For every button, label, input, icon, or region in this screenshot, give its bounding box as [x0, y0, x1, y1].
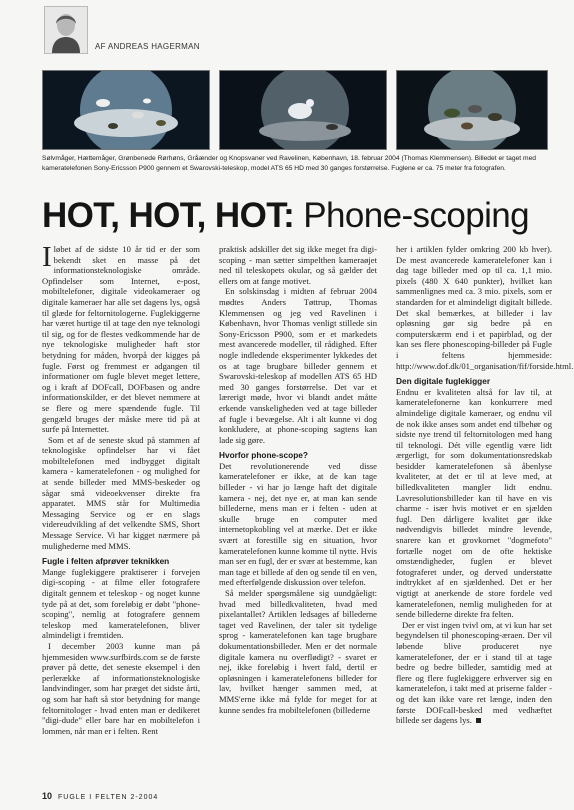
end-mark	[476, 718, 481, 723]
paragraph-text: løbet af de sidste 10 år tid er der som bekendt sket en masse på det informationsteknologiske område. Opfindelser som Internet, e-post, mobiltelefoner, digitale videokameraer og digitale kameraer har alle set dagens lys, også til glæde for feltornitologerne. Fuglekiggerne har været hurtige til at tage den nye teknologi til sig, og for de flestes vedkommende har de nye teknologiske muligheder haft stor betydning for måden, hvorpå der kigges på fugle. Først og fremmest er adgangen til informationer om fugle blevet meget lettere, og i kraft af DOFcall, DOFbasen og andre informationskilder, er det blevet nemmere at se flere og mere spændende fugle. Til gengæld bruges der måske mere tid på at surfe på Internettet.	[42, 244, 200, 435]
page-number: 10	[42, 791, 53, 801]
paragraph: Endnu er kvaliteten altså for lav til, at kameratelefonerne kan konkurrere med almindelige digitale kameraer, og endnu vil de nok ikke anses som andet end tilbehør og sidste nye trend til feltornitologen med hang til teknologi. Dét ville egentlig være lidt ærgerligt, for som dokumentationsredskab besidder kameratelefonen så åbenlyse kvaliteter, at det er til at leve med, at billedkvaliteten mangler lidt endnu. Lavresolutionsbilleder kan til have en vis charme - især hvis motivet er en sjælden fugl. Den dårligere kvalitet gør ikke nødvendigvis billedet mindre levende, snarere kan et grovkornet "dogmefoto" fortælle noget om de ofte hektiske omstændigheder, fuglen er blevet fotograferet under, og derved understøtte indtrykket af en sjældenhed. Det er her vigtigt at anerkende de store fordele ved kameratelefonen, nemlig muligheden for at sende billederne direkte fra felten.	[396, 386, 552, 620]
paragraph: Som et af de seneste skud på stammen af teknologiske opfindelser har vi fået mobiltelefonen med indbygget digitalt kamera - kameratelefonen - og mulighed for at sende billeder med MMS-beskeder og sågar små videoekvenser direkte fra apparatet. MMS står for Multimedia Messaging Service og er en slags videreudvikling af det velkendte SMS, Short Message Service. Vi har kigget nærmere på mulighederne med MMS.	[42, 434, 200, 551]
photo-gulls-ice	[42, 70, 210, 150]
publication-name: FUGLE I FELTEN 2-2004	[58, 794, 159, 801]
paragraph: En solskinsdag i midten af februar 2004 mødtes Anders Tøttrup, Thomas Klemmensen og jeg ved Ravelinen i København, hvor Thomas venligt stillede sin Sony-Ericsson P900, som er et markedets mest avancerede modeller, til rådighed. Efter nogle indledende eksperimenter lykkedes det os at tage brugbare billeder gennem et Swarovski-teleskop af modellen ATS 65 HD med 30 ganges forstørrelse. Det var et lærerigt møde, hvor vi blandt andet måtte erkende vanskeligheden ved at tage billeder af fugle i bevægelse. Alt i alt kunne vi dog konkludere, at phone-scoping sagtens kan lade sig gøre.	[219, 286, 377, 445]
section-heading: Hvorfor phone-scope?	[219, 450, 308, 461]
page-footer	[42, 791, 158, 801]
column-2	[219, 244, 377, 715]
photo-ducks	[396, 70, 548, 150]
column-1	[42, 241, 200, 736]
drop-cap: I	[42, 241, 52, 273]
section-heading: Fugle i felten afprøver teknikken	[42, 556, 170, 567]
paragraph	[42, 241, 200, 435]
paragraph: Så melder spørgsmålene sig uundgåeligt: hvad med billedkvaliteten, hvad med pixelantallet? Artiklen ledsages af billederne taget ved Ravelinen, der taler sit tydelige sprog - kameratelefonen kan tage brugbare dokumentationsbilleder. Men er det normale digitale kamera nu overflødigt? - svaret er nej, ikke foreløbig i hvert fald, dertil er opløsningen i kameratelefonens billeder for lav, hvilket hænger sammen med, at MMS'erne ikke må fylde for meget for at kunne sendes fra mobiltelefonen (billederne	[219, 588, 377, 715]
article-title	[42, 196, 552, 236]
title-bold: HOT, HOT, HOT:	[42, 196, 295, 235]
paragraph: praktisk adskiller det sig ikke meget fra digi-scoping - man sætter simpelthen kameraøjet ned til teleskopets okular, og så gælder det ellers om at fange motivet.	[219, 244, 377, 286]
paragraph-text: Der er vist ingen tvivl om, at vi kun har set begyndelsen til phonescoping-æraen. Der vil løbende blive produceret nye kameratelefoner, der er i stand til at tage bedre og bedre billeder, samtidig med at flere og flere fuglekiggere erhverver sig en kameratelefon, i takt med at priserne falder - og det kan ikke vare ret længe, inden den første DOFcall-besked med vedhæftet billede ser dagens lys.	[396, 619, 552, 726]
photo-caption: Sølvmåger, Hættemåger, Grønbenede Rørhøns, Gråænder og Knopsvaner ved Ravelinen, København, 18. februar 2004 (Thomas Klemmensen). Billedet er taget med kameratelefonen Sony-Ericsson P900 gennem et Swarovski-teleskop, model ATS 65 HD med 30 ganges forstørrelse. Fuglene er ca. 75 meter fra fotografen.	[42, 155, 537, 172]
paragraph: I december 2003 kunne man på hjemmesiden www.surfbirds.com se de første prøver på dette, det seneste eksempel i den perlerække af informationsteknologiske landvindinger, som har præget det sidste årti, og som har haft så stor betydning for mange feltornitologer - hvad enten man er dedikeret "digi-dude" eller bare har en mobiltelefon i lommen, når man er i felten. Rent	[42, 640, 200, 736]
section-heading: Den digitale fuglekigger	[396, 376, 491, 387]
paragraph: Mange fuglekiggere praktiserer i forvejen digi-scoping - at filme eller fotografere digitalt gennem et teleskop - og noget kunne tyde på at det, som foreløbig er døbt "phone-scoping", nemlig at fotografere gennem teleskop med kameratelefonen, bliver almindeligt i fremtiden.	[42, 566, 200, 641]
photo-gull-closeup	[219, 70, 387, 150]
paragraph: Det revolutionerende ved disse kameratelefoner er ikke, at de kan tage billeder - vi har jo længe haft det digitale kamera - nej, det nye er, at man kan sende billederne, mens man er i felten - uden at skulle bruge en computer med internetopkobling vel at mærke. Det er ikke svært at forestille sig en situation, hvor kameratelefonen kunne komme til nytte. Hvis man ser en fugl, der er svær at bestemme, kan man tage et billede af den og sende til en ven, med efterfølgende diskussion over telefon.	[219, 460, 377, 588]
author-byline: AF ANDREAS HAGERMAN	[95, 42, 200, 51]
paragraph: her i artiklen fylder omkring 200 kb hver). De mest avancerede kameratelefoner kan i dag tage billeder med op til ca. 1,1 mio. pixels (480 X 640 punkter), hvilket kan sammenlignes med ca. 3 mio. pixels, som er standarden for et almindeligt digitalt billede. Det skal bemærkes, at billeder i lav opløsning gør sig bedre på en computerskærm end i et papirblad, og der kan ses flere phonescoping-billeder på Fugle i feltens hjemmeside: http://www.dof.dk/01_organisation/fif/forside.html.	[396, 244, 574, 371]
title-light: Phone-scoping	[294, 196, 529, 235]
column-3	[396, 244, 574, 726]
paragraph	[396, 620, 552, 726]
author-portrait	[44, 6, 88, 54]
